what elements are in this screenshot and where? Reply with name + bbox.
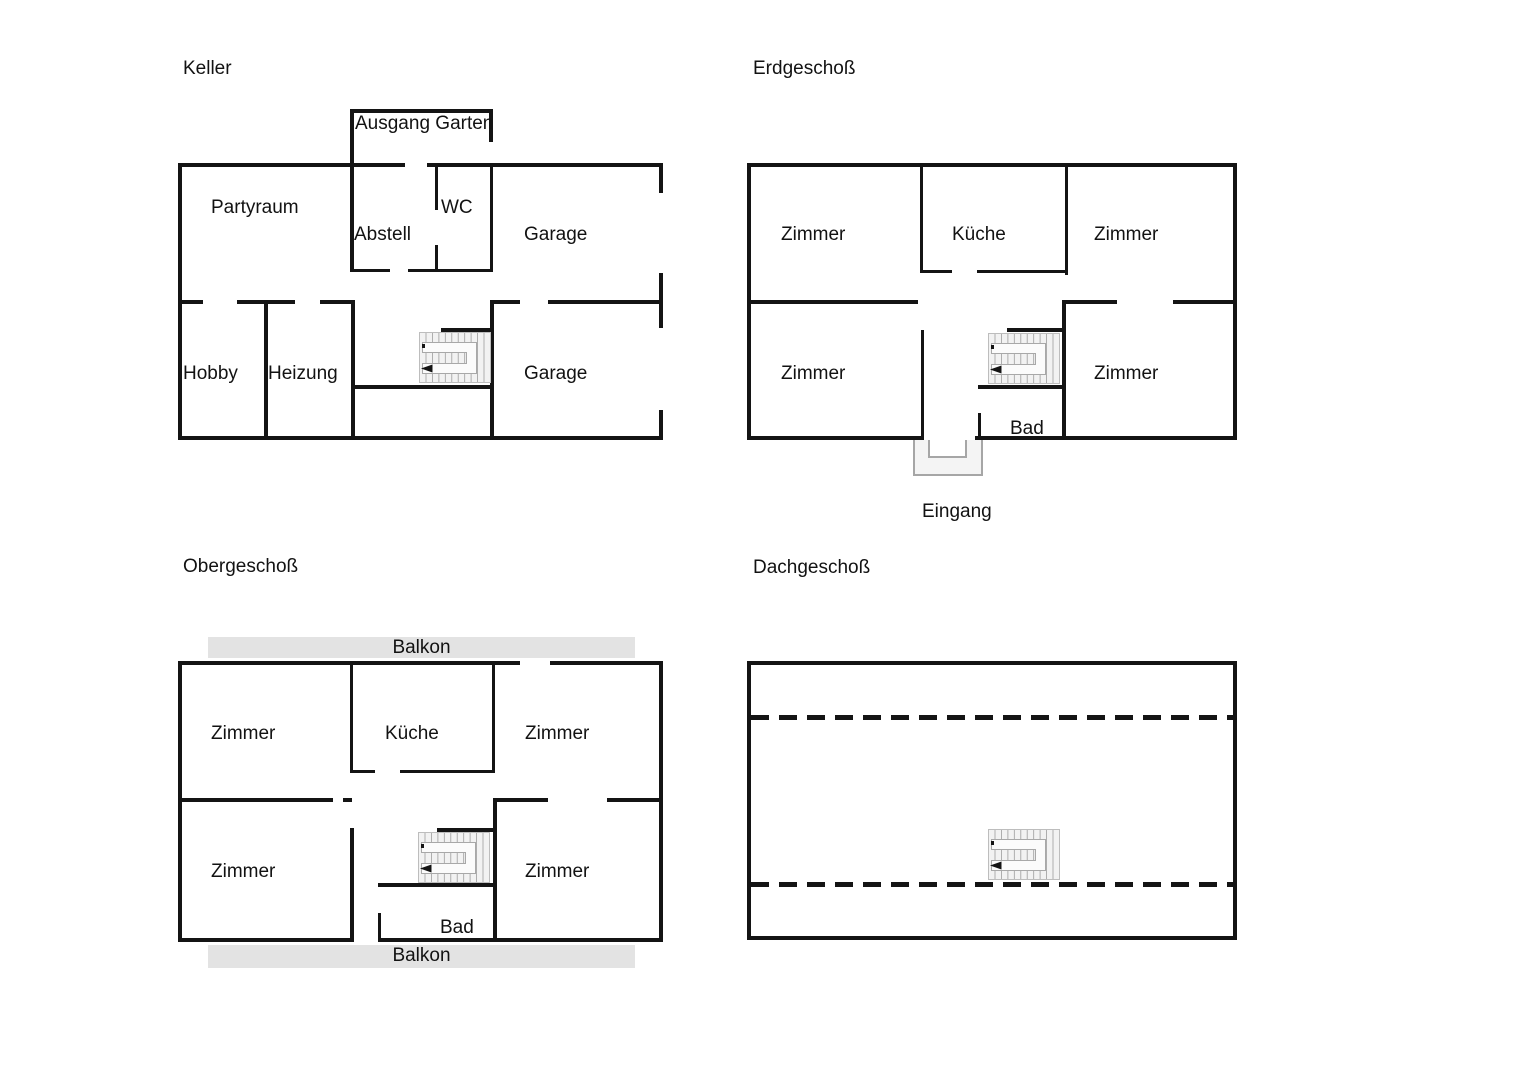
wall-segment [493, 300, 520, 304]
wall-segment [378, 913, 381, 942]
balcony-label-top: Balkon [392, 637, 451, 658]
wall-segment [659, 410, 663, 440]
wall-segment [978, 413, 981, 440]
wall-segment [492, 661, 495, 773]
wall-segment [351, 300, 355, 440]
entrance-label: Eingang [922, 501, 992, 522]
wall-segment [378, 938, 663, 942]
balcony-strip-top [208, 637, 635, 658]
room-label-wc: WC [441, 197, 473, 218]
wall-segment [747, 661, 751, 940]
room-label-bad: Bad [440, 917, 474, 938]
wall-segment [350, 269, 390, 272]
wall-segment [427, 163, 663, 167]
entrance-step [928, 440, 967, 458]
room-label-garage-bottom: Garage [524, 363, 588, 384]
room-label-zimmer-tl: Zimmer [781, 224, 846, 245]
wall-segment [400, 770, 495, 773]
wall-segment [178, 163, 405, 167]
room-label-zimmer-br: Zimmer [1094, 363, 1159, 384]
room-label-zimmer-bl: Zimmer [781, 363, 846, 384]
floor-title-dachgeschoss: Dachgeschoß [753, 557, 871, 578]
roof-slope-dashed-line-top [751, 715, 1233, 720]
room-label-garage-top: Garage [524, 224, 588, 245]
wall-segment [350, 109, 354, 272]
staircase-icon [419, 332, 491, 383]
wall-segment [921, 330, 924, 440]
staircase-icon [988, 333, 1060, 384]
wall-segment [435, 165, 438, 210]
wall-segment [978, 385, 1065, 389]
room-label-abstell: Abstell [354, 224, 412, 245]
room-label-bad: Bad [1010, 418, 1044, 439]
room-label-partyraum: Partyraum [211, 197, 299, 218]
wall-segment [178, 661, 520, 665]
obergeschoss-floor-plan [178, 637, 663, 966]
wall-segment [550, 661, 663, 665]
floor-title-erdgeschoss: Erdgeschoß [753, 58, 856, 79]
room-label-zimmer-br: Zimmer [525, 861, 590, 882]
wall-segment [350, 661, 353, 772]
room-label-hobby: Hobby [183, 363, 238, 384]
floor-title-keller: Keller [183, 58, 232, 79]
wall-segment [178, 798, 333, 802]
wall-segment [920, 163, 923, 273]
room-label-zimmer-tr: Zimmer [1094, 224, 1159, 245]
wall-segment [1062, 300, 1117, 304]
wall-segment [351, 385, 493, 389]
wall-segment [1007, 328, 1065, 332]
wall-segment [178, 938, 350, 942]
wall-segment [548, 300, 663, 304]
wall-segment [178, 436, 663, 440]
exit-garden-label: Ausgang Garten [355, 113, 494, 134]
wall-segment [350, 828, 354, 942]
floor-title-obergeschoss: Obergeschoß [183, 556, 299, 577]
staircase-icon [988, 829, 1060, 880]
wall-segment [747, 936, 1237, 940]
keller-floor-plan [178, 113, 663, 444]
wall-segment [747, 436, 921, 440]
wall-segment [1065, 163, 1068, 275]
wall-segment [493, 798, 548, 802]
wall-segment [977, 270, 1068, 273]
wall-segment [493, 798, 497, 942]
wall-segment [607, 798, 663, 802]
room-label-zimmer-tl: Zimmer [211, 723, 276, 744]
wall-segment [343, 798, 352, 802]
wall-segment [490, 163, 493, 272]
wall-segment [920, 270, 952, 273]
dachgeschoss-floor-plan [747, 661, 1237, 940]
room-label-zimmer-tr: Zimmer [525, 723, 590, 744]
wall-segment [659, 163, 663, 193]
room-label-zimmer-bl: Zimmer [211, 861, 276, 882]
wall-segment [747, 300, 918, 304]
wall-segment [435, 245, 438, 272]
wall-segment [1062, 300, 1066, 440]
balcony-strip-bottom [208, 945, 635, 968]
wall-segment [747, 163, 1237, 167]
roof-slope-dashed-line-bottom [751, 882, 1233, 887]
room-label-kueche: Küche [952, 224, 1006, 245]
wall-segment [1233, 661, 1237, 940]
wall-segment [350, 770, 375, 773]
wall-segment [1173, 300, 1237, 304]
staircase-icon [418, 832, 490, 883]
room-label-heizung: Heizung [268, 363, 338, 384]
wall-segment [378, 883, 497, 887]
erdgeschoss-floor-plan [747, 163, 1237, 522]
room-label-kueche: Küche [385, 723, 439, 744]
wall-segment [408, 269, 493, 272]
wall-segment [320, 300, 353, 304]
balcony-label-bottom: Balkon [392, 945, 451, 966]
wall-segment [178, 300, 203, 304]
wall-segment [747, 661, 1237, 665]
